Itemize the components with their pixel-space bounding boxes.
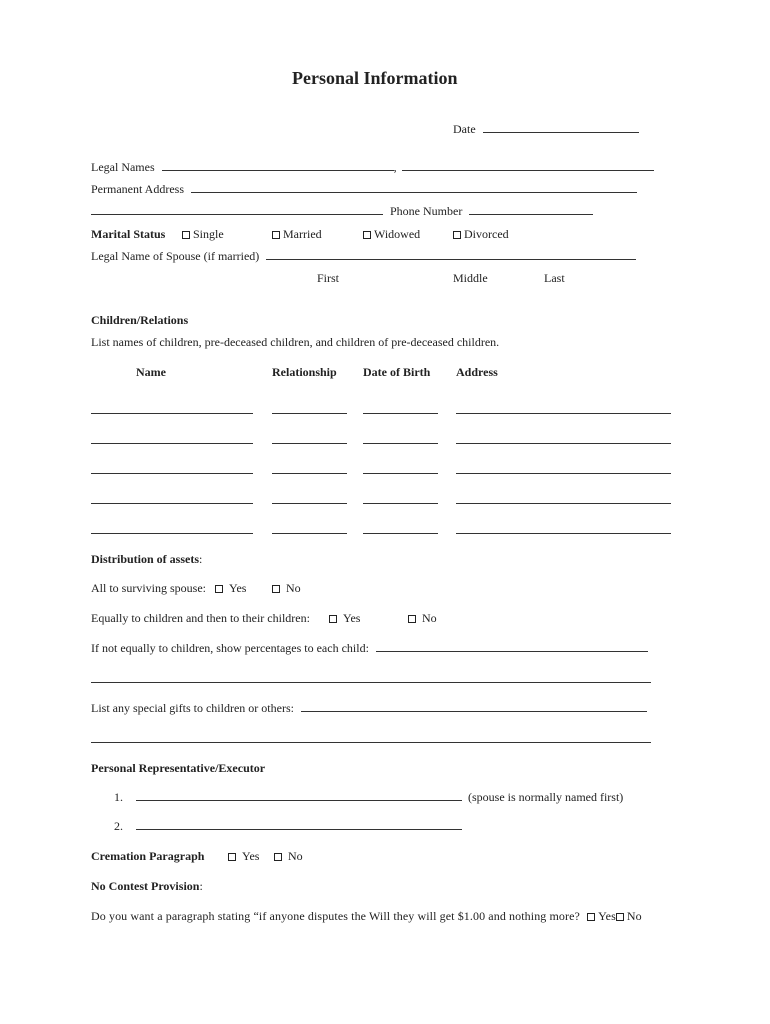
child-relationship-field[interactable]	[272, 443, 347, 444]
child-name-field[interactable]	[91, 533, 253, 534]
no-contest-heading-colon: :	[199, 879, 203, 893]
child-address-field[interactable]	[456, 413, 671, 414]
column-header-name: Name	[136, 365, 166, 379]
cremation-no-option[interactable]: No	[274, 849, 303, 863]
no-contest-heading-row	[91, 879, 203, 893]
cremation-yes-option[interactable]: Yes	[228, 849, 259, 863]
marital-status-label: Marital Status	[91, 227, 166, 241]
page-title: Personal Information	[292, 68, 458, 88]
no-contest-no-option[interactable]: No	[616, 909, 642, 923]
no-contest-question: Do you want a paragraph stating “if anyone disputes the Will they will get $1.00 and nothing more?	[91, 909, 580, 923]
phone-number-label: Phone Number	[390, 204, 463, 218]
marital-option-married[interactable]: Married	[272, 227, 322, 241]
checkbox-icon[interactable]	[363, 231, 371, 239]
spouse-row	[91, 249, 636, 263]
permanent-address-field[interactable]	[191, 182, 637, 193]
executor-item-2-number: 2.	[114, 819, 123, 833]
child-dob-field[interactable]	[363, 473, 438, 474]
executor-heading: Personal Representative/Executor	[91, 761, 266, 775]
date-row	[453, 122, 639, 136]
marital-option-divorced[interactable]: Divorced	[453, 227, 509, 241]
legal-names-row	[91, 160, 654, 174]
gifts-field[interactable]	[301, 701, 647, 712]
child-name-field[interactable]	[91, 443, 253, 444]
checkbox-icon[interactable]	[272, 585, 280, 593]
checkbox-icon[interactable]	[329, 615, 337, 623]
executor-item-1-number: 1.	[114, 790, 123, 804]
cremation-label: Cremation Paragraph	[91, 849, 205, 863]
checkbox-icon[interactable]	[453, 231, 461, 239]
name-part-middle: Middle	[453, 271, 488, 285]
child-name-field[interactable]	[91, 503, 253, 504]
address-line-2-field[interactable]	[91, 204, 383, 215]
date-field[interactable]	[483, 122, 639, 133]
distribution-heading-row	[91, 552, 202, 566]
checkbox-icon[interactable]	[272, 231, 280, 239]
checkbox-icon[interactable]	[182, 231, 190, 239]
spouse-no-option[interactable]: No	[272, 581, 301, 595]
percentages-continuation-field[interactable]	[91, 682, 651, 683]
gifts-continuation-field[interactable]	[91, 742, 651, 743]
column-header-date-of-birth: Date of Birth	[363, 365, 431, 379]
phone-number-field[interactable]	[469, 204, 593, 215]
checkbox-icon[interactable]	[228, 853, 236, 861]
children-question: Equally to children and then to their children:	[91, 611, 310, 625]
executor-1-field[interactable]	[136, 790, 462, 801]
legal-name-field-2[interactable]	[402, 160, 654, 171]
child-relationship-field[interactable]	[272, 413, 347, 414]
spouse-question: All to surviving spouse:	[91, 581, 207, 595]
no-contest-yes-option[interactable]: Yes	[587, 909, 616, 923]
spouse-label: Legal Name of Spouse (if married)	[91, 249, 260, 263]
child-address-field[interactable]	[456, 533, 671, 534]
child-dob-field[interactable]	[363, 533, 438, 534]
child-address-field[interactable]	[456, 503, 671, 504]
children-instructions: List names of children, pre-deceased children, and children of pre-deceased children.	[91, 335, 500, 349]
gifts-row	[91, 701, 647, 715]
checkbox-icon[interactable]	[215, 585, 223, 593]
child-dob-field[interactable]	[363, 413, 438, 414]
executor-item-1	[136, 790, 623, 804]
checkbox-icon[interactable]	[616, 913, 624, 921]
checkbox-icon[interactable]	[274, 853, 282, 861]
column-header-relationship: Relationship	[272, 365, 337, 379]
legal-names-label: Legal Names	[91, 160, 155, 174]
percentages-label: If not equally to children, show percentages to each child:	[91, 641, 369, 655]
gifts-label: List any special gifts to children or others:	[91, 701, 294, 715]
child-dob-field[interactable]	[363, 443, 438, 444]
executor-item-2	[136, 819, 462, 833]
children-heading: Children/Relations	[91, 313, 189, 327]
legal-names-separator: ,	[393, 160, 397, 174]
child-address-field[interactable]	[456, 473, 671, 474]
legal-name-field-1[interactable]	[162, 160, 394, 171]
distribution-heading-colon: :	[199, 552, 203, 566]
child-relationship-field[interactable]	[272, 533, 347, 534]
child-relationship-field[interactable]	[272, 473, 347, 474]
marital-option-widowed[interactable]: Widowed	[363, 227, 420, 241]
checkbox-icon[interactable]	[408, 615, 416, 623]
permanent-address-label: Permanent Address	[91, 182, 184, 196]
children-yes-option[interactable]: Yes	[329, 611, 360, 625]
no-contest-row	[91, 909, 642, 923]
child-relationship-field[interactable]	[272, 503, 347, 504]
child-name-field[interactable]	[91, 413, 253, 414]
no-contest-heading: No Contest Provision	[91, 879, 200, 893]
percentages-row	[91, 641, 648, 655]
checkbox-icon[interactable]	[587, 913, 595, 921]
permanent-address-row	[91, 182, 637, 196]
child-name-field[interactable]	[91, 473, 253, 474]
child-dob-field[interactable]	[363, 503, 438, 504]
marital-option-single[interactable]: Single	[182, 227, 224, 241]
percentages-field[interactable]	[376, 641, 648, 652]
date-label: Date	[453, 122, 476, 136]
executor-2-field[interactable]	[136, 819, 462, 830]
child-address-field[interactable]	[456, 443, 671, 444]
name-part-last: Last	[544, 271, 565, 285]
name-part-first: First	[317, 271, 340, 285]
address-phone-row	[91, 204, 593, 218]
column-header-address: Address	[456, 365, 498, 379]
executor-note: (spouse is normally named first)	[468, 790, 624, 804]
distribution-heading: Distribution of assets	[91, 552, 200, 566]
spouse-name-field[interactable]	[266, 249, 636, 260]
spouse-yes-option[interactable]: Yes	[215, 581, 246, 595]
children-no-option[interactable]: No	[408, 611, 437, 625]
